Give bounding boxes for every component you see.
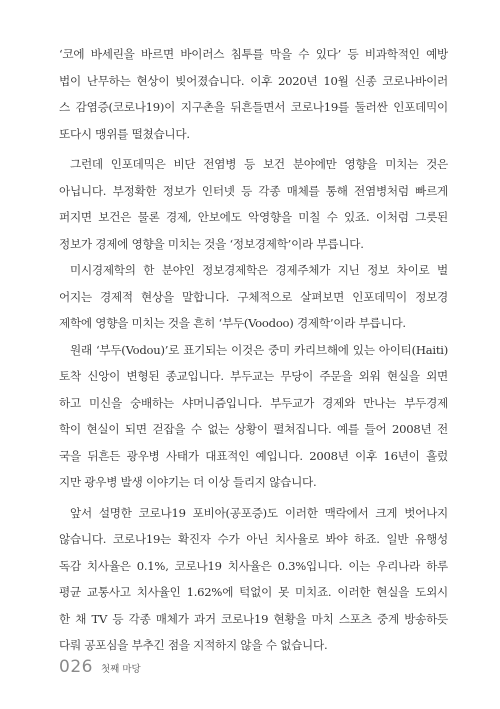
text-line: 한 채 TV 등 각종 매체가 과거 코로나19 현황을 마치 스포츠 중계 방송하듯 xyxy=(59,611,448,626)
paragraph-4 xyxy=(59,337,448,496)
text-line: 않습니다. 코로나19는 확진자 수가 아닌 치사율로 봐야 하죠. 일반 유행성 xyxy=(59,532,448,546)
text-line: 스 감염증(코로나19)이 지구촌을 뒤흔들면서 코로나19를 둘러싼 인포데믹이 xyxy=(59,100,448,114)
text-line: 법이 난무하는 현상이 빚어졌습니다. 이후 2020년 10월 신종 코로나바이러 xyxy=(59,73,448,88)
page-footer xyxy=(59,657,141,677)
text-line: 국을 뒤흔든 광우병 사태가 대표적인 예입니다. 2008년 이후 16년이 흘렀 xyxy=(59,448,448,463)
paragraph-3 xyxy=(59,257,448,337)
text-line: ‘코에 바세린을 바르면 바이러스 침투를 막을 수 있다’ 등 비과학적인 예방 xyxy=(59,47,448,61)
text-line: 어지는 경제적 현상을 말합니다. 구체적으로 살펴보면 인포데믹이 정보경 xyxy=(59,289,448,304)
text-line: 미시경제학의 한 분야인 정보경제학은 경제주체가 지닌 정보 차이로 벌 xyxy=(70,263,448,277)
page-number: 026 xyxy=(59,657,93,677)
text-line: 정보가 경제에 영향을 미치는 것을 ‘정보경제학’이라 부릅니다. xyxy=(59,236,364,251)
text-line: 제학에 영향을 미치는 것을 흔히 ‘부두(Voodoo) 경제학’이라 부릅니다. xyxy=(59,316,406,330)
text-line: 평균 교통사고 치사율인 1.62%에 턱없이 못 미치죠. 이러한 현실을 도외시 xyxy=(59,585,448,599)
paragraph-1 xyxy=(59,41,448,147)
text-line: 독감 치사율은 0.1%, 코로나19 치사율은 0.3%입니다. 이는 우리나라 하루 xyxy=(59,558,448,573)
text-line: 원래 ‘부두(Vodou)’로 표기되는 이것은 중미 카리브해에 있는 아이티(Haiti) xyxy=(70,342,448,357)
text-line: 앞서 설명한 코로나19 포비아(공포증)도 이러한 맥락에서 크게 벗어나지 xyxy=(70,505,448,520)
text-line: 지만 광우병 발생 이야기는 더 이상 들리지 않습니다. xyxy=(59,475,317,489)
text-line: 토착 신앙이 변형된 종교입니다. 부두교는 무당이 주문을 외워 현실을 외면 xyxy=(59,369,448,383)
text-line: 또다시 맹위를 떨쳤습니다. xyxy=(59,126,190,141)
text-line: 퍼지면 보건은 물론 경제, 안보에도 악영향을 미칠 수 있죠. 이처럼 그릇된 xyxy=(59,210,448,224)
text-line: 하고 미신을 숭배하는 샤머니즘입니다. 부두교가 경제와 만나는 부두경제 xyxy=(59,395,448,410)
body-text xyxy=(59,41,448,659)
text-line: 다뤄 공포심을 부추긴 점을 지적하지 않을 수 없습니다. xyxy=(59,638,328,652)
text-line: 그런데 인포데믹은 비단 전염병 등 보건 분야에만 영향을 미치는 것은 xyxy=(70,157,448,171)
text-line: 학이 현실이 되면 걷잡을 수 없는 상황이 펼쳐집니다. 예를 들어 2008년 전 xyxy=(59,422,448,436)
paragraph-5 xyxy=(59,500,448,659)
text-line: 아닙니다. 부정확한 정보가 인터넷 등 각종 매체를 통해 전염병처럼 빠르게 xyxy=(59,183,448,198)
section-label: 첫째 마당 xyxy=(100,664,141,675)
paragraph-2 xyxy=(59,151,448,257)
